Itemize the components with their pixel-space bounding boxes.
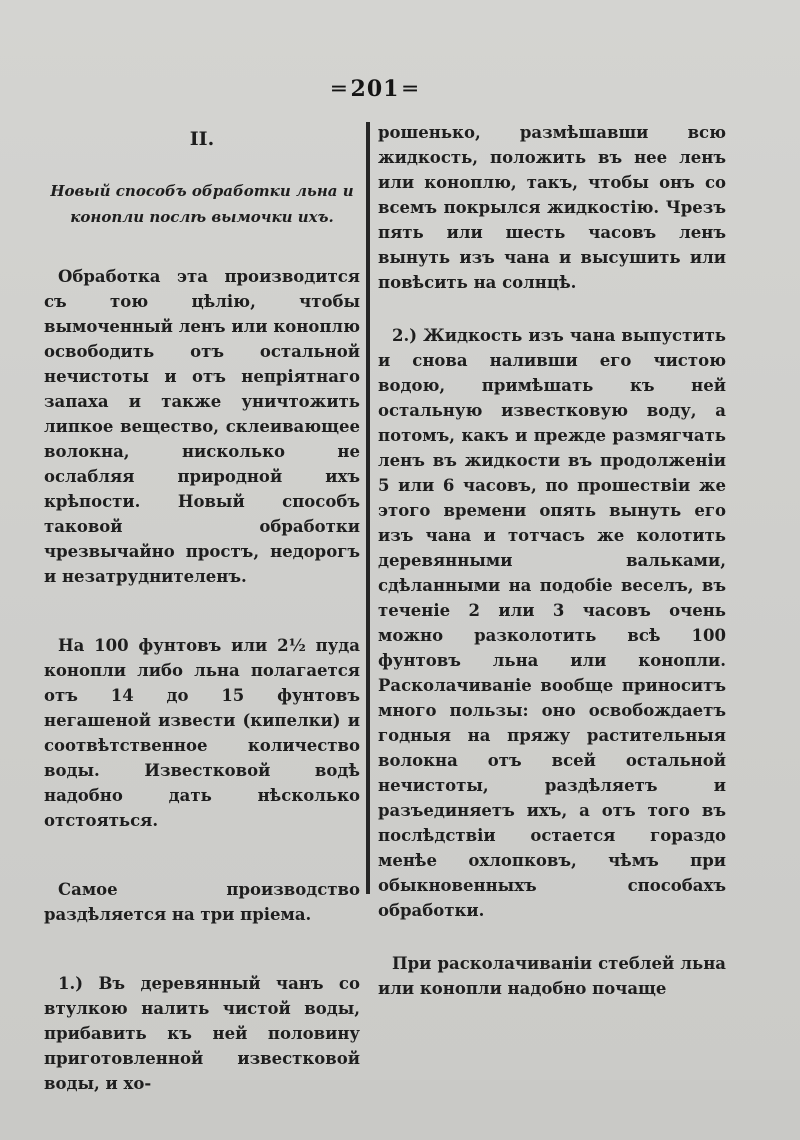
paragraph: 2.) Жидкость изъ чана выпустить и снова наливши его чистою водою, примѣшать къ ней остальную известковую воду, а потомъ, какъ и прежде размягчать ленъ въ жидкости въ продолженіи 5 или 6 часовъ, по прошествіи же этого времени опять вынуть его изъ чана и тотчасъ же колотить деревянными вальками, сдѣланными на подобіе веселъ, въ теченіе 2 или 3 часовъ очень можно разколотить всѣ 100 фунтовъ льна или конопли. Расколачиваніе вообще приноситъ много пользы: оно освобождаетъ годныя на пряжу растительныя волокна отъ всей остальной нечистоты, раздѣляетъ и разъединяетъ ихъ, а отъ того въ послѣдствіи остается гораздо менѣе охлопковъ, чѣмъ при обыкновенныхъ способахъ обработки. [378,326,726,920]
page-number: ═ 201 ═ [300,76,450,102]
section-number: II. [189,128,215,150]
paragraph: рошенько, размѣшавши всю жидкость, положить въ нее ленъ или коноплю, такъ, чтобы онъ со всемъ покрылся жидкостію. Чрезъ пять или шесть часовъ ленъ вынуть изъ чана и высушить или повѣсить на солнцѣ. [378,123,726,292]
left-column [44,120,360,1140]
paragraph: На 100 фунтовъ или 2½ пуда конопли либо льна полагается отъ 14 до 15 фунтовъ негашеной извести (кипелки) и соотвѣтственное количество воды. Известковой водѣ надобно дать нѣсколько отстояться. [44,636,360,830]
paragraph: 1.) Въ деревянный чанъ со втулкою налить чистой воды, прибавить къ ней половину приготовленной известковой воды, и хо- [44,974,360,1093]
column-divider [366,122,370,894]
section-title: Новый способъ обработки льна и конопли послѣ вымочки ихъ. [50,182,354,226]
paragraph: Обработка эта производится съ тою цѣлію, чтобы вымоченный ленъ или коноплю освободить отъ остальной нечистоты и отъ непріятнаго запаха и также уничтожить липкое вещество, склеивающее волокна, нисколько не ослабляя природной ихъ крѣпости. Новый способъ таковой обработки чрезвычайно простъ, недорогъ и незатруднителенъ. [44,267,360,586]
right-column [378,120,726,1001]
paragraph: При расколачиваніи стеблей льна или конопли надобно почаще [378,954,726,998]
paragraph: Самое производство раздѣляется на три пріема. [44,880,360,924]
